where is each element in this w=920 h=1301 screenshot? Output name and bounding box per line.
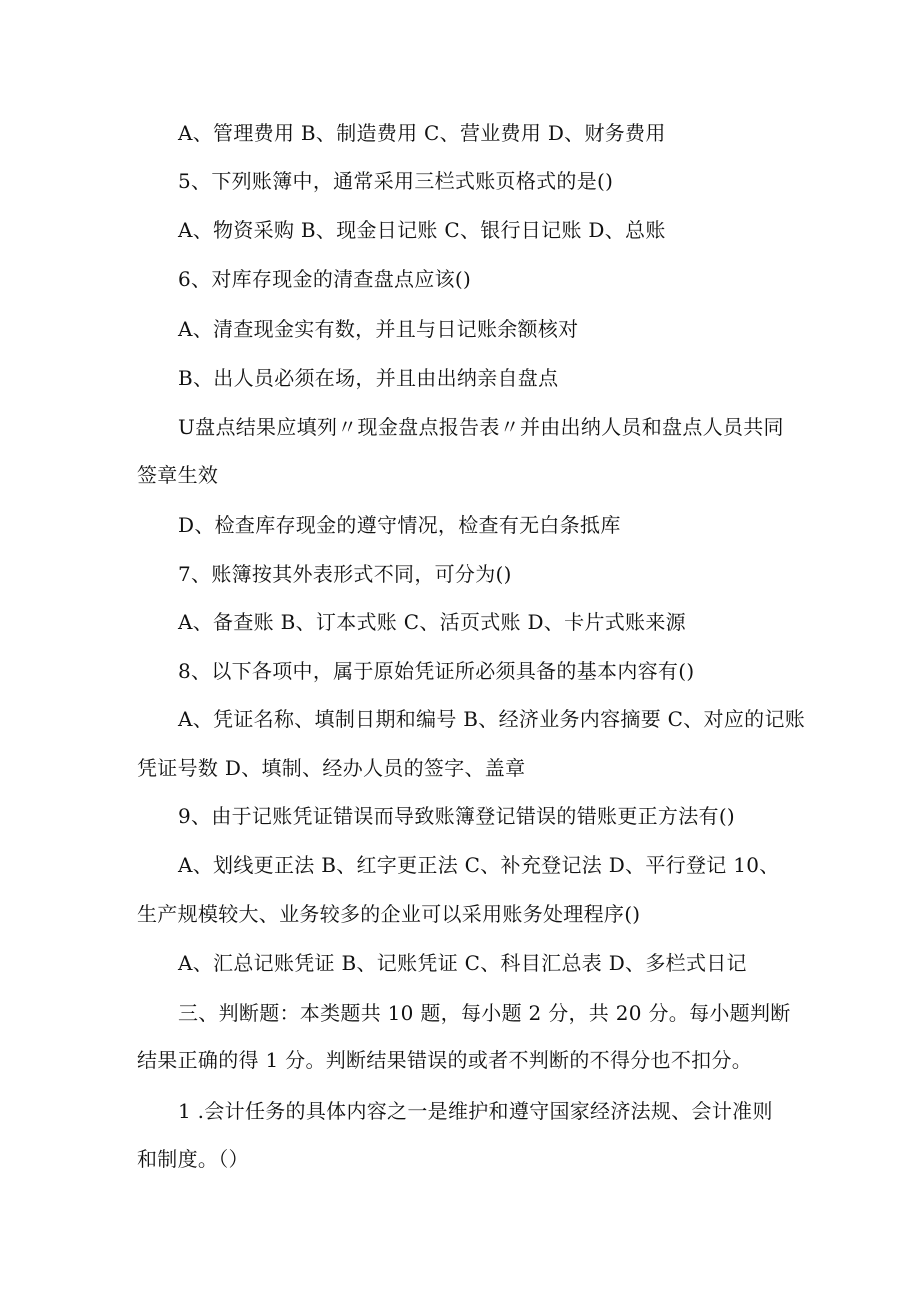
text-line: 生产规模较大、业务较多的企业可以采用账务处理程序() [137, 902, 641, 926]
text-line: A、汇总记账凭证 B、记账凭证 C、科目汇总表 D、多栏式日记 [178, 951, 747, 975]
section-heading: 三、判断题：本类题共 10 题，每小题 2 分，共 20 分。每小题判断 [178, 1001, 791, 1025]
text-line: 和制度。（） [137, 1147, 249, 1171]
text-line: U盘点结果应填列〃现金盘点报告表〃并由出纳人员和盘点人员共同 [178, 415, 784, 439]
question-7: 7、账簿按其外表形式不同，可分为() [178, 562, 512, 586]
text-line: A、清查现金实有数，并且与日记账余额核对 [178, 317, 579, 341]
text-line: 签章生效 [137, 463, 219, 487]
text-line: 凭证号数 D、填制、经办人员的签字、盖章 [137, 756, 526, 780]
question-9: 9、由于记账凭证错误而导致账簿登记错误的错账更正方法有() [178, 804, 736, 828]
text-line: A、划线更正法 B、红字更正法 C、补充登记法 D、平行登记 10、 [178, 853, 780, 877]
judgment-question-1: 1 .会计任务的具体内容之一是维护和遵守国家经济法规、会计准则 [178, 1099, 773, 1123]
text-line: D、检查库存现金的遵守情况，检查有无白条抵库 [178, 513, 621, 537]
question-8: 8、以下各项中，属于原始凭证所必须具备的基本内容有() [178, 659, 695, 683]
question-5: 5、下列账簿中，通常采用三栏式账页格式的是() [178, 169, 614, 193]
text-line: A、物资采购 B、现金日记账 C、银行日记账 D、总账 [178, 218, 666, 242]
text-line: A、备查账 B、订本式账 C、活页式账 D、卡片式账来源 [178, 610, 686, 634]
text-line: B、出人员必须在场，并且由出纳亲自盘点 [178, 366, 559, 390]
question-6: 6、对库存现金的清查盘点应该() [178, 267, 472, 291]
text-line: A、凭证名称、填制日期和编号 B、经济业务内容摘要 C、对应的记账 [178, 707, 806, 731]
text-line: 结果正确的得 1 分。判断结果错误的或者不判断的不得分也不扣分。 [137, 1048, 753, 1072]
text-line: A、管理费用 B、制造费用 C、营业费用 D、财务费用 [178, 121, 666, 145]
